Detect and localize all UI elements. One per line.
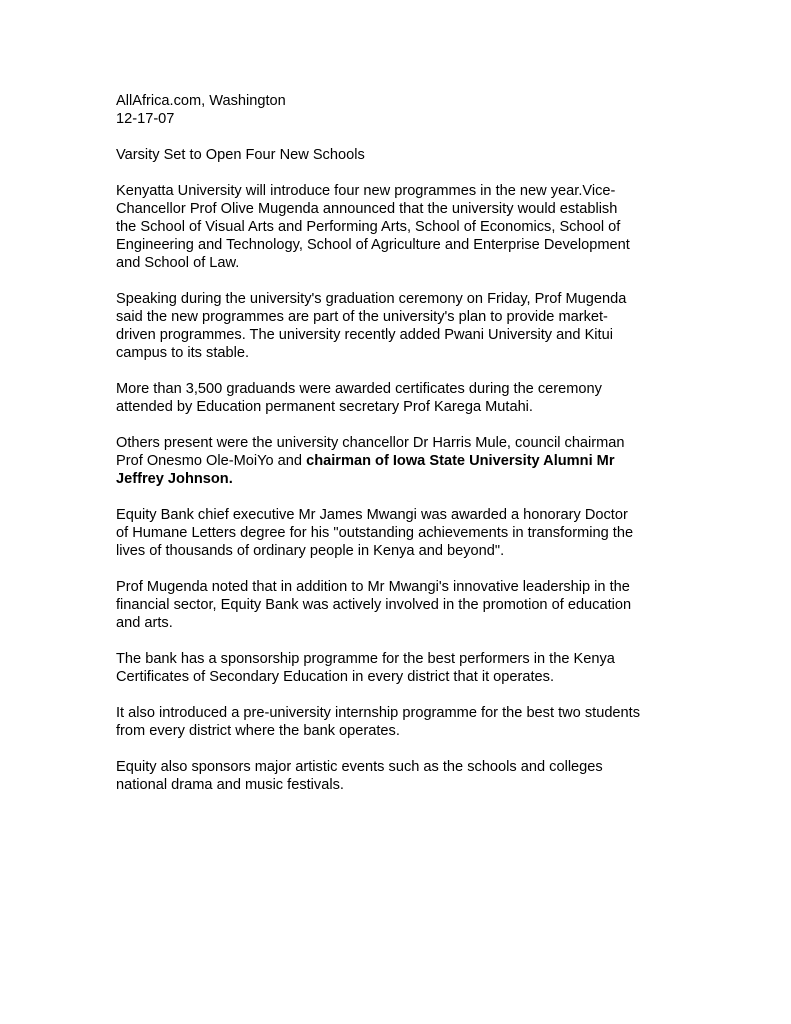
- paragraph-line: Others present were the university chancellor Dr Harris Mule, council chairman: [116, 435, 625, 451]
- paragraph-7: [116, 650, 681, 686]
- article-title: Varsity Set to Open Four New Schools: [116, 147, 365, 163]
- paragraph-line: Certificates of Secondary Education in every district that it operates.: [116, 669, 555, 685]
- paragraph-line: Prof Mugenda noted that in addition to Mr Mwangi's innovative leadership in the: [116, 579, 630, 595]
- article-header: [116, 92, 681, 128]
- bold-text: Jeffrey Johnson.: [116, 471, 233, 487]
- paragraph-line: Chancellor Prof Olive Mugenda announced that the university would establish: [116, 201, 618, 217]
- paragraph-8: [116, 704, 681, 740]
- paragraph-line: financial sector, Equity Bank was actively involved in the promotion of education: [116, 597, 632, 613]
- paragraph-line: and arts.: [116, 615, 173, 631]
- paragraph-line: More than 3,500 graduands were awarded certificates during the ceremony: [116, 381, 602, 397]
- paragraph-4: [116, 434, 681, 488]
- paragraph-line: from every district where the bank operates.: [116, 723, 400, 739]
- plain-text: Prof Onesmo Ole-MoiYo and: [116, 453, 307, 469]
- paragraph-5: [116, 506, 681, 560]
- paragraph-3: [116, 380, 681, 416]
- source-line: AllAfrica.com, Washington: [116, 93, 286, 109]
- paragraph-line: Engineering and Technology, School of Agriculture and Enterprise Development: [116, 237, 630, 253]
- bold-text: chairman of Iowa State University Alumni Mr: [306, 453, 615, 469]
- paragraph-line: lives of thousands of ordinary people in Kenya and beyond".: [116, 543, 505, 559]
- paragraph-line: of Humane Letters degree for his "outstanding achievements in transforming the: [116, 525, 634, 541]
- paragraph-line: the School of Visual Arts and Performing Arts, School of Economics, School of: [116, 219, 621, 235]
- paragraph-line: campus to its stable.: [116, 345, 250, 361]
- paragraph-line: It also introduced a pre-university internship programme for the best two students: [116, 705, 641, 721]
- paragraph-6: [116, 578, 681, 632]
- paragraph-line: driven programmes. The university recently added Pwani University and Kitui: [116, 327, 613, 343]
- paragraph-line-mixed: [116, 452, 681, 470]
- paragraph-line: Equity also sponsors major artistic events such as the schools and colleges: [116, 759, 603, 775]
- date-line: 12-17-07: [116, 111, 175, 127]
- paragraph-line: Kenyatta University will introduce four new programmes in the new year.Vice-: [116, 183, 616, 199]
- paragraph-line: and School of Law.: [116, 255, 240, 271]
- paragraph-line: said the new programmes are part of the university's plan to provide market-: [116, 309, 608, 325]
- paragraph-line: Equity Bank chief executive Mr James Mwangi was awarded a honorary Doctor: [116, 507, 628, 523]
- paragraph-line: The bank has a sponsorship programme for the best performers in the Kenya: [116, 651, 615, 667]
- paragraph-9: [116, 758, 681, 794]
- paragraph-2: [116, 290, 681, 362]
- document-page: [116, 92, 681, 812]
- paragraph-1: [116, 182, 681, 272]
- paragraph-line: Speaking during the university's graduation ceremony on Friday, Prof Mugenda: [116, 291, 627, 307]
- paragraph-line: national drama and music festivals.: [116, 777, 344, 793]
- paragraph-line: attended by Education permanent secretary Prof Karega Mutahi.: [116, 399, 533, 415]
